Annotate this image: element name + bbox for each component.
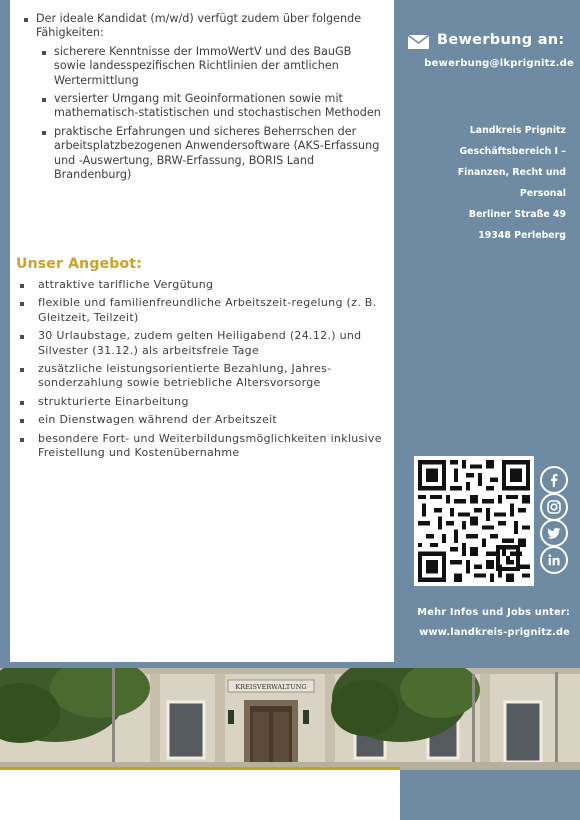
twitter-button[interactable] [540, 519, 568, 547]
apply-heading [408, 32, 573, 52]
skill-text: versierter Umgang mit Geoinformationen sowie mit mathematisch-statistischen und stochastischen Methoden [54, 92, 381, 120]
building-photo [0, 668, 580, 770]
offer-text: 30 Urlaubstage, zudem gelten Heiligabend (24.12.) und Silvester (31.12.) als arbeitsfreie Tage [38, 329, 362, 357]
linkedin-button[interactable] [540, 546, 568, 574]
bullet-icon [20, 368, 24, 372]
apply-email-link[interactable]: bewerbung@lkprignitz.de [424, 58, 574, 69]
bullet-icon [20, 284, 24, 288]
instagram-button[interactable] [540, 493, 568, 521]
address-line: Finanzen, Recht und [457, 167, 566, 178]
linkedin-icon [546, 552, 562, 568]
skill-item [36, 92, 386, 121]
offer-item [14, 432, 384, 461]
offer-text: strukturierte Einarbeitung [38, 394, 189, 408]
offer-text: besondere Fort- und Weiterbildungsmöglichkeiten inklusive Freistellung und Kostenübernahme [38, 431, 382, 460]
bullet-icon [20, 401, 24, 405]
facebook-icon [546, 472, 562, 488]
address-line: 19348 Perleberg [478, 230, 566, 241]
offer-item [14, 362, 384, 391]
address-line: Landkreis Prignitz [469, 125, 566, 136]
accent-line [0, 767, 400, 770]
instagram-icon [546, 499, 562, 515]
facebook-button[interactable] [540, 466, 568, 494]
more-info-label: Mehr Infos und Jobs unter: [417, 607, 570, 618]
offer-item [14, 395, 384, 409]
offer-item [14, 329, 384, 358]
offer-item [14, 278, 384, 292]
bullet-icon [20, 438, 24, 442]
twitter-icon [546, 525, 562, 541]
skill-text: sicherere Kenntnisse der ImmoWertV und des BauGB sowie landesspezifischen Richtlinien der amtlichen Wertermittlung [54, 44, 352, 87]
offer-heading: Unser Angebot: [16, 256, 142, 272]
offer-section [14, 278, 384, 464]
skills-intro-item [18, 12, 386, 182]
offer-text: zusätzliche leistungsorientierte Bezahlung, Jahres-sonderzahlung sowie betriebliche Altersvorsorge [38, 362, 332, 390]
skill-item [36, 125, 386, 183]
offer-text: ein Dienstwagen während der Arbeitszeit [38, 413, 278, 427]
building-illustration [0, 668, 580, 770]
skill-item [36, 45, 386, 88]
more-info-block [400, 603, 570, 643]
apply-heading-text: Bewerbung an: [437, 32, 565, 48]
bullet-icon [42, 131, 46, 135]
qr-code[interactable] [414, 456, 534, 586]
offer-item [14, 413, 384, 427]
bullet-icon [20, 419, 24, 423]
offer-text: attraktive tarifliche Vergütung [38, 278, 214, 291]
bullet-icon [24, 18, 28, 22]
building-sign: KREISVERWALTUNG [235, 683, 307, 691]
website-link[interactable]: www.landkreis-prignitz.de [419, 627, 570, 638]
address-line: Personal [519, 188, 566, 199]
bullet-icon [20, 302, 24, 306]
qr-code-icon [418, 460, 530, 582]
address-line: Geschäftsbereich I – [459, 146, 566, 157]
skills-section [18, 12, 386, 186]
address-line: Berliner Straße 49 [468, 209, 566, 220]
envelope-icon [408, 35, 429, 49]
offer-item [14, 296, 384, 325]
address-block [410, 120, 566, 246]
offer-text: flexible und familienfreundliche Arbeitszeit-regelung (z. B. Gleitzeit, Teilzeit) [38, 296, 377, 324]
footer-panel [400, 770, 580, 820]
skill-text: praktische Erfahrungen und sicheres Beherrschen der arbeitsplatzbezogenen Anwendersoftware (AKS-Erfassung und -Auswertung, BRW-Erfassung, BORIS Land Brandenburg) [54, 124, 380, 182]
bullet-icon [42, 51, 46, 55]
skills-intro: Der ideale Kandidat (m/w/d) verfügt zudem über folgende Fähigkeiten: [36, 12, 362, 40]
bullet-icon [20, 335, 24, 339]
bullet-icon [42, 98, 46, 102]
